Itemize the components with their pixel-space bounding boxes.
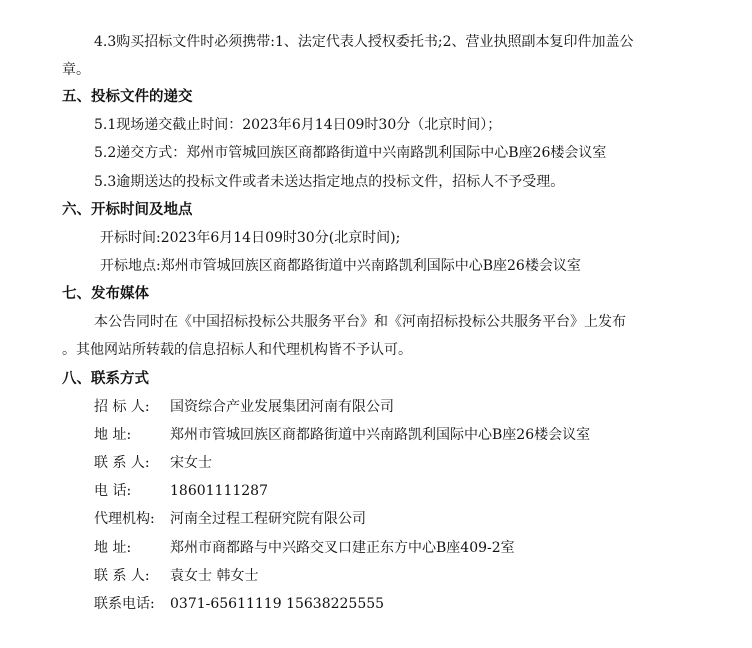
contact-row-tenderer-person: [94, 453, 212, 473]
item-4-3-line1: 4.3购买招标文件时必须携带:1、法定代表人授权委托书;2、营业执照副本复印件加盖公: [94, 34, 634, 50]
bid-opening-time: 开标时间:2023年6月14日09时30分(北京时间);: [100, 230, 401, 246]
contact-label: 代理机构:: [94, 511, 155, 527]
media-text-line1: 本公告同时在《中国招标投标公共服务平台》和《河南招标投标公共服务平台》上发布: [94, 314, 626, 330]
contact-value: 河南全过程工程研究院有限公司: [170, 511, 366, 527]
contact-label: 联系电话:: [94, 596, 155, 612]
contact-row-tenderer-address: [94, 425, 590, 445]
section-5-heading: 五、投标文件的递交: [62, 89, 193, 105]
contact-label: 联 系 人:: [94, 455, 150, 471]
contact-value: 宋女士: [170, 455, 212, 471]
bid-opening-place: 开标地点:郑州市管城回族区商都路街道中兴南路凯利国际中心B座26楼会议室: [100, 258, 581, 274]
contact-label: 招 标 人:: [94, 399, 150, 415]
item-5-2: 5.2递交方式：郑州市管城回族区商都路街道中兴南路凯利国际中心B座26楼会议室: [94, 145, 607, 161]
contact-row-tenderer-phone: [94, 481, 268, 501]
contact-label: 地 址:: [94, 540, 132, 556]
contact-value: 郑州市商都路与中兴路交叉口建正东方中心B座409-2室: [170, 540, 515, 556]
section-8-heading: 八、联系方式: [62, 371, 149, 387]
item-5-1: 5.1现场递交截止时间：2023年6月14日09时30分（北京时间）；: [94, 117, 502, 133]
section-7-heading: 七、发布媒体: [62, 286, 149, 302]
contact-row-agency-address: [94, 538, 515, 558]
contact-row-tenderer: [94, 397, 394, 417]
contact-value: 国资综合产业发展集团河南有限公司: [170, 399, 394, 415]
contact-value: 袁女士 韩女士: [170, 568, 259, 584]
contact-label: 地 址:: [94, 427, 132, 443]
contact-row-agency-person: [94, 566, 258, 586]
contact-label: 电 话:: [94, 483, 132, 499]
contact-row-agency-phone: [94, 594, 384, 614]
section-6-heading: 六、开标时间及地点: [62, 202, 193, 218]
contact-row-agency: [94, 509, 366, 529]
media-text-line2: 。其他网站所转载的信息招标人和代理机构皆不予认可。: [62, 342, 412, 358]
item-5-3: 5.3逾期送达的投标文件或者未送达指定地点的投标文件，招标人不予受理。: [94, 174, 565, 190]
contact-value: 郑州市管城回族区商都路街道中兴南路凯利国际中心B座26楼会议室: [170, 427, 591, 443]
item-4-3-line2: 章。: [62, 62, 90, 78]
contact-label: 联 系 人:: [94, 568, 150, 584]
contact-value: 0371-65611119 15638225555: [170, 596, 385, 612]
contact-value: 18601111287: [170, 483, 268, 499]
